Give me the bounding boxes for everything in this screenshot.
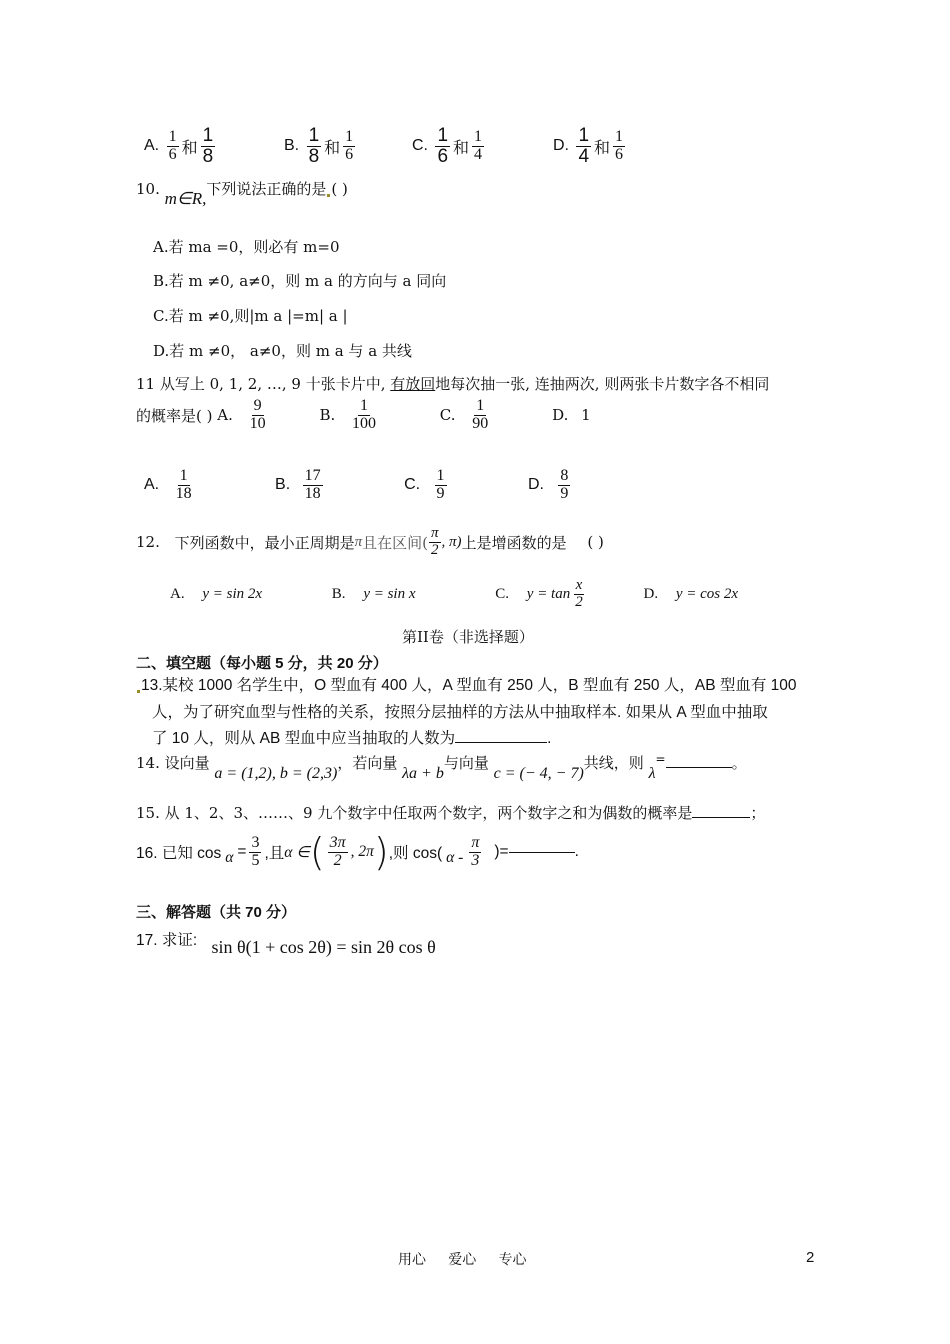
question-number: 10.: [136, 180, 160, 198]
option-letter: A.: [144, 476, 160, 494]
option-letter: B.: [284, 137, 300, 155]
answer-paren: ( ): [587, 533, 604, 552]
fraction: [201, 126, 216, 167]
q13-line1: [136, 673, 797, 695]
fraction: [174, 468, 194, 503]
option-letter: B.: [319, 406, 336, 425]
denominator: 9: [560, 484, 569, 502]
numerator: π: [431, 525, 439, 541]
alpha-symbol: α: [225, 849, 234, 866]
q12-stem: [136, 526, 604, 572]
answer-paren: ( ): [331, 180, 348, 198]
numerator: x: [575, 577, 583, 593]
numerator: π: [471, 833, 480, 851]
denominator: 6: [168, 145, 177, 163]
alpha-minus: α -: [446, 849, 464, 866]
question-text: 的概率是( ): [136, 406, 213, 425]
underlined-text: 有放回: [390, 375, 436, 393]
pi-symbol: π: [354, 533, 363, 550]
mark-dot: [327, 194, 330, 197]
question-text: 了 10 人，则从 AB 型血中应当抽取的人数为: [152, 730, 456, 747]
q9-option-d: [553, 126, 628, 167]
question-text: 13.某校 1000 名学生中，O 型血有 400 人，A 型血有 250 人，B 型血有 250 人，AB 型血有 100: [141, 677, 797, 694]
q12-options: [170, 578, 738, 622]
fraction: [328, 835, 348, 870]
numerator: 1: [202, 125, 214, 146]
numerator: 9: [253, 397, 262, 414]
and-word: 和: [324, 139, 341, 157]
closing-text: )=: [494, 843, 509, 860]
option-letter: D.: [553, 137, 569, 155]
option-letter: C.: [404, 476, 421, 494]
fraction: [435, 468, 447, 503]
question-text: 15. 从 1、2、3、……、9 九个数字中任取两个数字，两个数字之和为偶数的概率是: [136, 804, 693, 822]
left-paren: (: [309, 830, 325, 874]
denominator: 18: [175, 484, 192, 502]
numerator: 1: [615, 128, 624, 146]
fraction: [558, 468, 570, 503]
numerator: 3: [251, 833, 260, 851]
lambda-symbol: λ: [648, 765, 656, 782]
question-text: 下列说法正确的是: [206, 180, 327, 198]
fraction: [429, 526, 441, 559]
equals-sign: =: [655, 752, 666, 766]
q10-option-b: B.若 m ≠0, a≠0，则 m a 的方向与 a 同向: [153, 272, 447, 290]
vector-expr: a = (1,2), b = (2,3): [214, 765, 338, 782]
q13-line2: 人，为了研究血型与性格的关系，按照分层抽样的方法从中抽取样本. 如果从 A 型血中抽取: [152, 704, 768, 721]
option-value: 1: [581, 406, 591, 425]
q9-option-b: [284, 126, 358, 167]
fraction: [350, 398, 378, 433]
denominator: 18: [304, 484, 321, 502]
q10-option-d: D.若 m ≠0， a≠0，则 m a 与 a 共线: [153, 342, 412, 360]
option-expr: y = cos 2x: [675, 585, 739, 602]
fraction: [343, 129, 355, 164]
q10-stem: [136, 178, 348, 208]
numerator: 1: [578, 125, 590, 146]
mark-dot: [137, 690, 140, 693]
q16: [136, 830, 579, 886]
fraction: [303, 468, 323, 503]
q9-options-row: [144, 126, 664, 176]
conjunction: ,且: [264, 845, 285, 862]
q13-line3: [152, 726, 551, 748]
question-text: ，若向量: [337, 754, 398, 772]
fraction: [576, 126, 591, 167]
period: .: [547, 730, 552, 747]
denominator: 10: [249, 414, 266, 432]
option-letter: C.: [412, 137, 428, 155]
question-text: ,则 cos(: [388, 845, 443, 862]
option-letter: C.: [439, 406, 456, 425]
question-text: 14. 设向量: [136, 754, 210, 772]
question-text: 16. 已知 cos: [136, 845, 222, 862]
option-letter: D.: [527, 476, 544, 494]
denominator: 8: [308, 145, 320, 167]
q10-option-c: C.若 m ≠0,则|m a |=m| a |: [153, 307, 348, 325]
question-number: 12.: [136, 533, 160, 552]
right-paren: ): [373, 830, 389, 874]
numerator: 1: [476, 397, 485, 414]
numerator: 1: [437, 125, 449, 146]
denominator: 6: [437, 145, 449, 167]
footer-motto: 用心 爱心 专心: [398, 1252, 527, 1268]
section3-heading: 三、解答题（共 70 分）: [136, 904, 297, 921]
numerator: 1: [436, 467, 445, 484]
fraction: [472, 129, 484, 164]
page-number: 2: [806, 1249, 815, 1266]
question-text: 地每次抽一张, 连抽两次, 则两张卡片数字各不相同: [435, 375, 770, 393]
numerator: 3π: [329, 833, 346, 851]
numerator: 17: [304, 467, 321, 484]
question-text: 上是增函数的是: [461, 533, 567, 552]
numerator: 8: [560, 467, 569, 484]
denominator: 3: [471, 851, 480, 869]
q10-option-a: A.若 ma =0，则必有 m=0: [153, 238, 340, 256]
semicolon: ；: [750, 804, 766, 822]
numerator: 1: [474, 128, 483, 146]
option-letter: A.: [217, 406, 233, 425]
numerator: 1: [308, 125, 320, 146]
fraction: [167, 129, 179, 164]
and-word: 和: [594, 139, 611, 157]
question-text: 17. 求证:: [136, 932, 198, 949]
option-expr: y = sin 2x: [202, 585, 263, 602]
fraction: [470, 398, 490, 433]
denominator: 6: [615, 145, 624, 163]
condition-expr: m∈R,: [164, 189, 207, 208]
membership-expr: α ∈: [284, 843, 310, 861]
vector-expr: λa + b: [402, 765, 444, 782]
denominator: 6: [345, 145, 354, 163]
q9-option-a: [144, 126, 218, 167]
period: 。: [731, 754, 747, 772]
fraction: [248, 398, 268, 433]
q14: [136, 752, 747, 782]
fraction: [435, 126, 450, 167]
q15: [136, 802, 765, 823]
formula: sin θ(1 + cos 2θ) = sin 2θ cos θ: [211, 937, 436, 957]
denominator: 2: [575, 593, 583, 610]
numerator: 1: [360, 397, 369, 414]
q11-options: [144, 468, 573, 516]
q11-line2: [136, 398, 591, 446]
option-letter: C.: [495, 585, 510, 602]
section2-heading: 二、填空题（每小题 5 分，共 20 分）: [136, 655, 388, 672]
part2-title: 第II卷（非选择题）: [402, 628, 534, 646]
vector-expr: c = (− 4, − 7): [493, 765, 584, 782]
denominator: 4: [578, 145, 590, 167]
question-text: 11 从写上 0, 1, 2, …, 9 十张卡片中,: [136, 375, 391, 393]
numerator: 1: [345, 128, 354, 146]
and-word: 和: [181, 139, 198, 157]
answer-blank[interactable]: [666, 767, 732, 768]
question-text: 共线，则: [583, 754, 644, 772]
fraction: [469, 835, 481, 870]
denominator: 8: [202, 145, 214, 167]
interval-end: , 2π: [350, 843, 374, 860]
option-letter: D.: [643, 585, 659, 602]
interval-text: 且在区间(: [362, 533, 429, 552]
denominator: 5: [251, 851, 260, 869]
answer-blank[interactable]: [692, 817, 750, 818]
equals-sign: =: [237, 843, 247, 860]
question-text: 下列函数中，最小正周期是: [174, 533, 355, 552]
q9-option-c: [412, 126, 487, 167]
answer-blank[interactable]: [455, 742, 547, 743]
option-letter: D.: [552, 406, 569, 425]
option-expr: y = tan: [526, 585, 571, 602]
q11-line1: [136, 373, 769, 394]
denominator: 9: [436, 484, 445, 502]
denominator: 4: [474, 145, 483, 163]
option-letter: A.: [170, 585, 185, 602]
question-text: 与向量: [443, 754, 489, 772]
q17: [136, 928, 436, 957]
denominator: 2: [333, 851, 342, 869]
denominator: 100: [352, 414, 377, 432]
denominator: 2: [431, 541, 439, 558]
fraction: [613, 129, 625, 164]
option-expr: y = sin x: [363, 585, 416, 602]
fraction: [249, 835, 261, 870]
interval-end: , π): [441, 533, 462, 550]
numerator: 1: [168, 128, 177, 146]
and-word: 和: [453, 139, 470, 157]
option-letter: B.: [331, 585, 346, 602]
fraction: [307, 126, 322, 167]
option-letter: B.: [275, 476, 291, 494]
denominator: 90: [472, 414, 489, 432]
answer-blank[interactable]: [509, 852, 575, 853]
numerator: 1: [179, 467, 188, 484]
option-letter: A.: [144, 137, 160, 155]
fraction: [573, 578, 585, 611]
period: .: [574, 843, 579, 860]
